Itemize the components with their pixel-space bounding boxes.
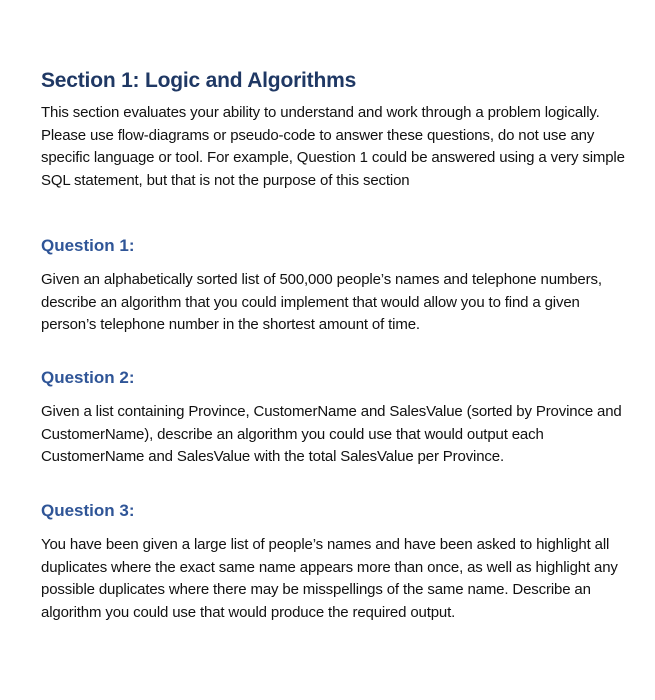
question-3-body: You have been given a large list of people’s names and have been asked to highlight all duplicates where the exact same name appears more than once, as well as highlight any possible duplicates where there may be misspellings of the same name. Describe an algorithm you could use that would produce the required output.	[41, 536, 618, 622]
question-3-heading: Question 3:	[41, 501, 135, 521]
question-2-heading: Question 2:	[41, 367, 135, 387]
document-page	[41, 66, 631, 625]
section-title: Section 1: Logic and Algorithms	[41, 69, 357, 92]
question-2-body: Given a list containing Province, CustomerName and SalesValue (sorted by Province and CustomerName), describe an algorithm you could use that would output each CustomerName and SalesValue with the total SalesValue per Province.	[41, 402, 622, 466]
question-1-heading: Question 1:	[41, 235, 135, 255]
question-1-body: Given an alphabetically sorted list of 500,000 people’s names and telephone numbers, describe an algorithm that you could implement that would allow you to find a given person’s telephone number in the shortest amount of time.	[41, 270, 602, 334]
section-intro: This section evaluates your ability to understand and work through a problem logically. Please use flow-diagrams or pseudo-code to answer these questions, do not use any specific language or tool. For example, Question 1 could be answered using a very simple SQL statement, but that is not the purpose of this section	[41, 104, 625, 190]
